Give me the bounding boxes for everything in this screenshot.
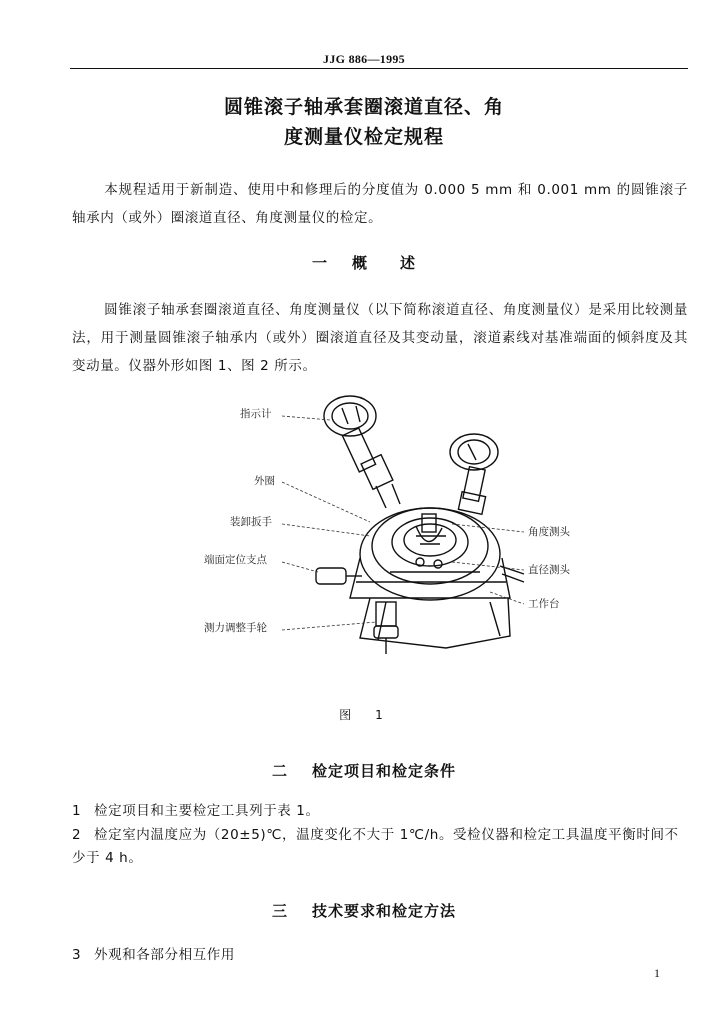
callout-force-knob: 测力调整手轮	[204, 622, 267, 634]
document-title-line1: 圆锥滚子轴承套圈滚道直径、角	[223, 96, 504, 118]
figure-1	[190, 386, 610, 686]
callout-worktable: 工作台	[528, 598, 560, 610]
section-2-title: 检定项目和检定条件	[312, 762, 457, 780]
item-text: 外观和各部分相互作用	[94, 947, 235, 963]
page-number: 1	[654, 966, 660, 980]
callout-indicator: 指示计	[240, 408, 272, 420]
figure-1-caption: 图 1	[339, 708, 389, 722]
intro-text: 本规程适用于新制造、使用中和修理后的分度值为 0.000 5 mm 和 0.001 mm 的圆锥滚子轴承内（或外）圈滚道直径、角度测量仪的检定。	[72, 182, 688, 226]
intro-paragraph	[72, 176, 688, 232]
section-1-title: 概 述	[352, 254, 417, 272]
callout-diameter-head: 直径测头	[528, 564, 570, 576]
section-2-number: 二	[271, 762, 288, 780]
item-number: 3	[72, 947, 82, 963]
item-number: 1	[72, 803, 82, 819]
list-item	[72, 800, 688, 823]
list-item	[72, 824, 688, 870]
callout-angle-head: 角度测头	[528, 526, 570, 538]
callout-end-support: 端面定位支点	[204, 554, 267, 566]
callout-adjust-knob: 装卸扳手	[230, 516, 272, 528]
section-1-text: 圆锥滚子轴承套圈滚道直径、角度测量仪（以下简称滚道直径、角度测量仪）是采用比较测量法，用于测量圆锥滚子轴承内（或外）圈滚道直径及其变动量，滚道素线对基准端面的倾斜度及其变动量。仪器外形如图 1、图 2 所示。	[72, 302, 688, 374]
section-1-number: 一	[311, 254, 328, 272]
header-rule	[70, 68, 688, 69]
section-3-title: 技术要求和检定方法	[312, 902, 457, 920]
document-title-line2: 度测量仪检定规程	[283, 126, 444, 148]
item-text: 检定项目和主要检定工具列于表 1。	[94, 803, 320, 819]
item-text: 检定室内温度应为（20±5)℃，温度变化不大于 1℃/h。受检仪器和检定工具温度平衡时间不少于 4 h。	[72, 827, 679, 866]
standard-code: JJG 886—1995	[323, 52, 405, 66]
callout-cylinder: 外圈	[254, 475, 275, 487]
list-item	[72, 944, 688, 967]
section-3-heading	[0, 900, 728, 921]
section-1-paragraph	[72, 296, 688, 380]
section-1-heading	[0, 252, 728, 273]
section-2-heading	[0, 760, 728, 781]
section-3-number: 三	[271, 902, 288, 920]
item-number: 2	[72, 827, 82, 843]
